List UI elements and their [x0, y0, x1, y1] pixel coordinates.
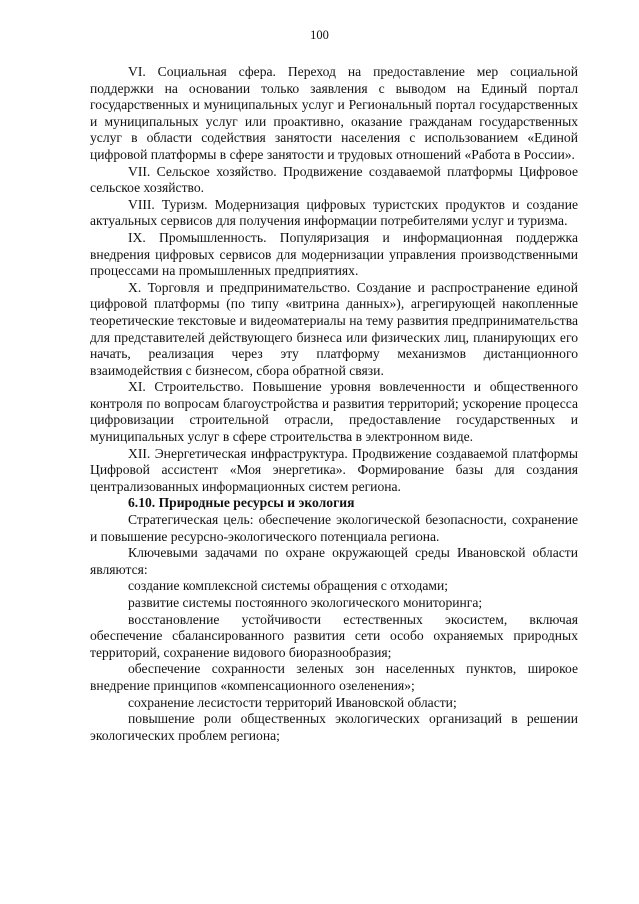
- paragraph-construction: XI. Строительство. Повышение уровня вовлеченности и общественного контроля по вопросам благоустройства и развития территорий; ускорение процесса цифровизации строительной отрасли, предоставление государственных и муниципальных услуг в сфере строительства в электронном виде.: [90, 379, 578, 445]
- section-heading: 6.10. Природные ресурсы и экология: [128, 495, 355, 511]
- list-item-forest-cover: сохранение лесистости территорий Ивановской области;: [128, 694, 457, 710]
- paragraph-industry: IX. Промышленность. Популяризация и информационная поддержка внедрения цифровых сервисов для модернизации управления производственными процессами на промышленных предприятиях.: [90, 229, 578, 279]
- page-number: 100: [310, 28, 329, 42]
- paragraph-strategic-goal: Стратегическая цель: обеспечение экологической безопасности, сохранение и повышение ресурсно-экологического потенциала региона.: [90, 512, 578, 544]
- paragraph-social-sphere: VI. Социальная сфера. Переход на предоставление мер социальной поддержки на основании только заявления с выводом на Единый портал государственных и муниципальных услуг и Региональный портал государственных и муниципальных услуг или проактивно, оказание гражданам государственных услуг в области содействия занятости населения с использованием «Единой цифровой платформы в сфере занятости и трудовых отношений «Работа в России».: [90, 64, 578, 162]
- list-item-public-organizations: повышение роли общественных экологических организаций в решении экологических проблем региона;: [90, 711, 578, 743]
- list-item-monitoring: развитие системы постоянного экологического мониторинга;: [128, 595, 483, 610]
- paragraph-agriculture: VII. Сельское хозяйство. Продвижение создаваемой платформы Цифровое сельское хозяйство.: [90, 163, 578, 196]
- list-item-waste-system: создание комплексной системы обращения с отходами;: [128, 578, 449, 594]
- paragraph-energy: XII. Энергетическая инфраструктура. Продвижение создаваемой платформы Цифровой ассистент «Моя энергетика». Формирование базы для создания централизованных информационных систем региона.: [90, 445, 578, 494]
- page-content: [90, 64, 578, 744]
- paragraph-tourism: VIII. Туризм. Модернизация цифровых туристских продуктов и создание актуальных сервисов для получения информации потребителями услуг и туризма.: [90, 196, 578, 229]
- paragraph-key-tasks-intro: Ключевыми задачами по охране окружающей среды Ивановской области являются:: [90, 545, 578, 577]
- paragraph-trade: X. Торговля и предпринимательство. Создание и распространение единой цифровой платформы (по типу «витрина данных»), агрегирующей накопленные теоретические текстовые и видеоматериалы на тему развития предпринимательства для представителей действующего бизнеса или физических лиц, планирующих его начать, реализация через эту платформу механизмов дистанционного взаимодействия с бизнесом, сбора обратной связи.: [90, 279, 578, 378]
- list-item-ecosystems: восстановление устойчивости естественных экосистем, включая обеспечение сбалансированного развития сети особо охраняемых природных территорий, сохранение видового биоразнообразия;: [90, 611, 578, 660]
- list-item-green-zones: обеспечение сохранности зеленых зон населенных пунктов, широкое внедрение принципов «компенсационного озеленения»;: [90, 661, 578, 693]
